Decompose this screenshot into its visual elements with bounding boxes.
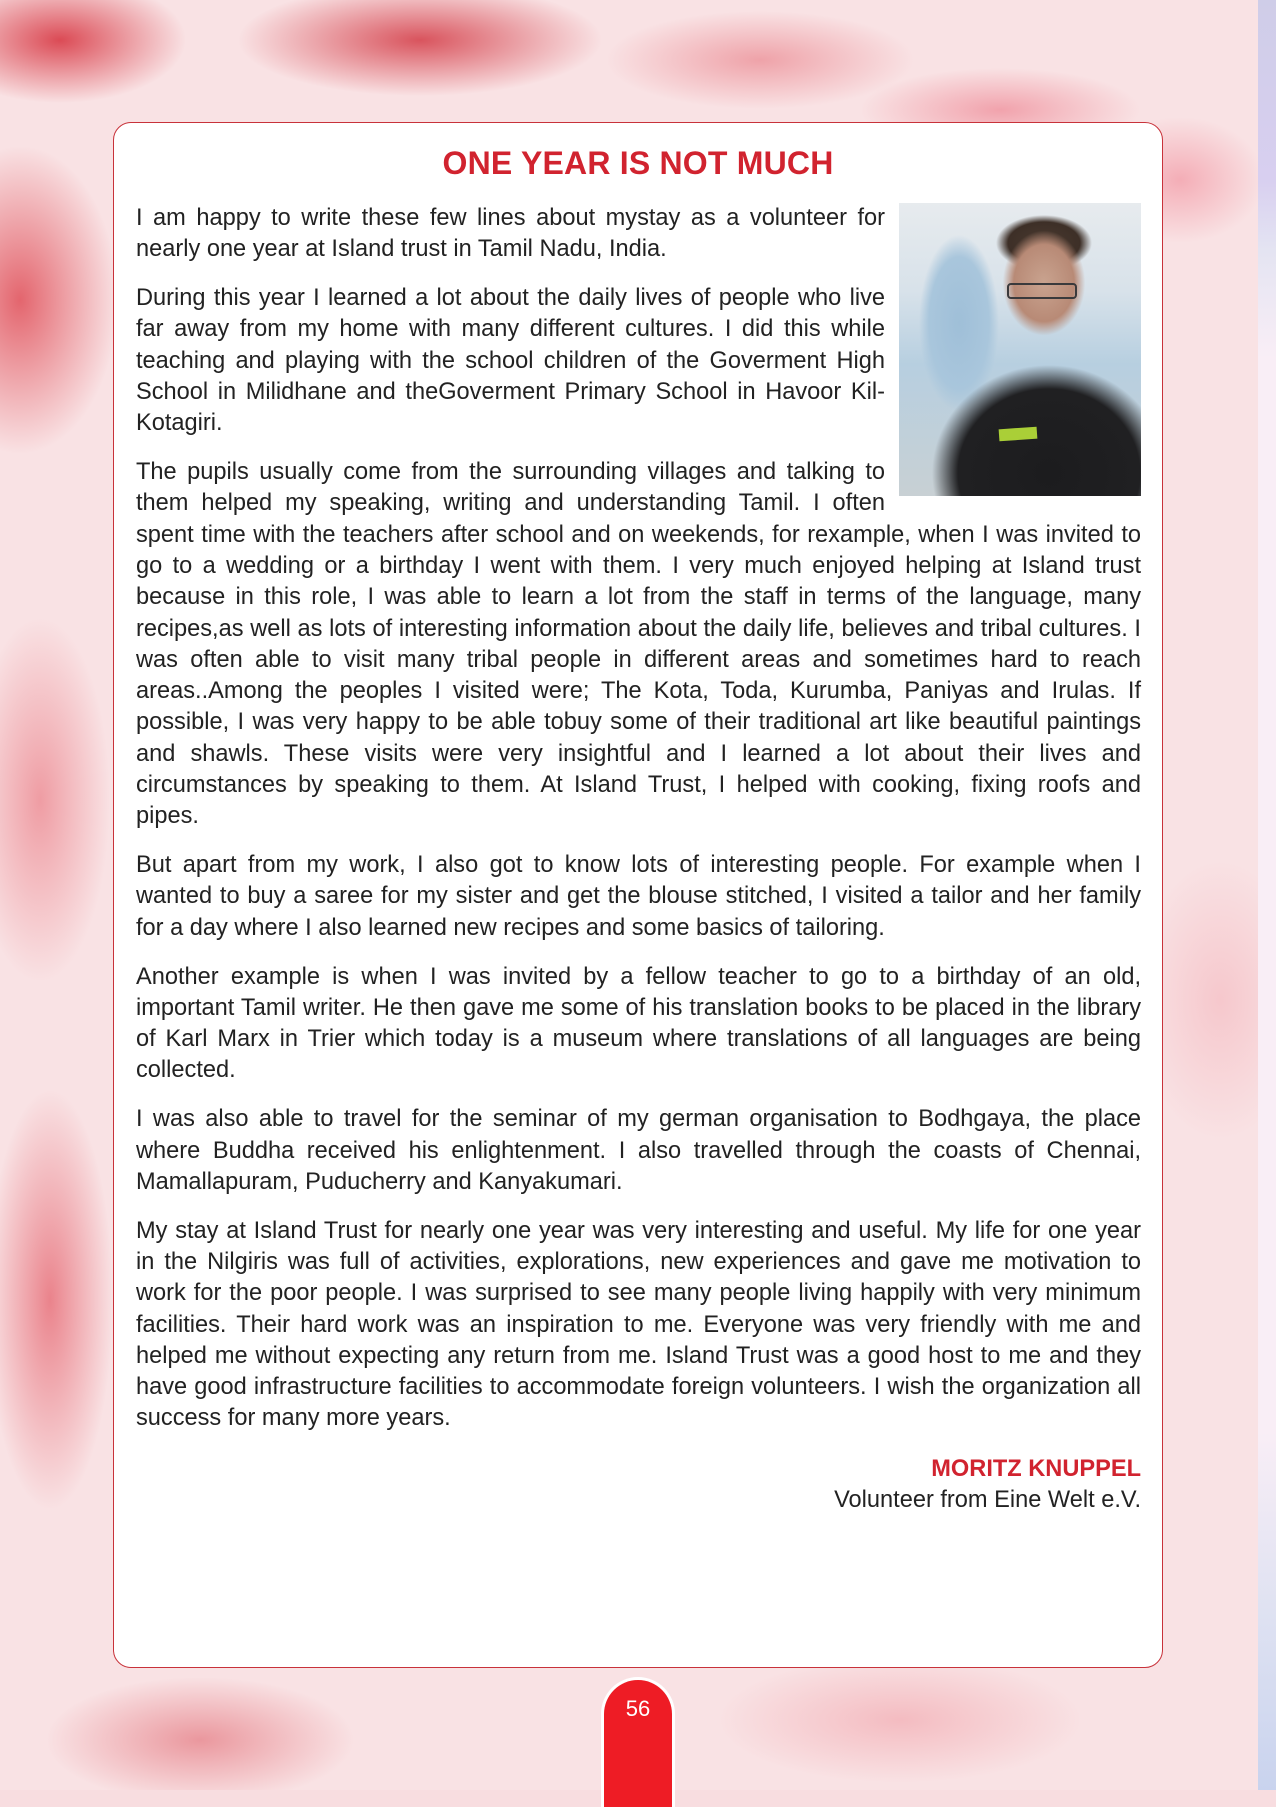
signature-block [136, 1454, 1141, 1516]
paragraph: During this year I learned a lot about the daily lives of people who live far away from my home with many different cultures. I did this while teaching and playing with the school children of the Goverment High School in Milidhane and theGoverment Primary School in Havoor Kil-Kotagiri. [136, 285, 885, 437]
page-number-badge [601, 1677, 675, 1807]
adjacent-page-edge [1258, 0, 1276, 1790]
author-name: MORITZ KNUPPEL [931, 1455, 1141, 1482]
paragraph: The pupils usually come from the surrounding villages and talking to them helped my speaking, writing and understanding Tamil. I often spent time with the teachers after school and on weekends, for rexample, when I was invited to go to a wedding or a birthday I went with them. I very much enjoyed helping at Island trust because in this role, I was able to learn a lot from the staff in terms of the language, many recipes,as well as lots of interesting information about the daily life, believes and tribal cultures. I was often able to visit many tribal people in different areas and sometimes hard to reach areas..Among the peoples I visited were; The Kota, Toda, Kurumba, Paniyas and Irulas. If possible, I was very happy to be able tobuy some of their traditional art like beautiful paintings and shawls. These visits were very insightful and I learned a lot about their lives and circumstances by speaking to them. At Island Trust, I helped with cooking, fixing roofs and pipes. [136, 459, 1141, 830]
author-role: Volunteer from Eine Welt e.V. [834, 1486, 1141, 1513]
article-body [136, 203, 1141, 1516]
paragraph: My stay at Island Trust for nearly one year was very interesting and useful. My life for one year in the Nilgiris was full of activities, explorations, new experiences and gave me motivation to work for the poor people. I was surprised to see many people living happily with very minimum facilities. Their hard work was an inspiration to me. Everyone was very friendly with me and helped me without expecting any return from me. Island Trust was a good host to me and they have good infrastructure facilities to accommodate foreign volunteers. I wish the organization all success for many more years. [136, 1217, 1141, 1432]
paragraph: I was also able to travel for the seminar of my german organisation to Bodhgaya, the place where Buddha received his enlightenment. I also travelled through the coasts of Chennai, Mamallapuram, Puducherry and Kanyakumari. [136, 1106, 1141, 1195]
paragraph: Another example is when I was invited by a fellow teacher to go to a birthday of an old, important Tamil writer. He then gave me some of his translation books to be placed in the library of Karl Marx in Trier which today is a museum where translations of all languages are being collected. [136, 963, 1141, 1084]
paragraph: I am happy to write these few lines about mystay as a volunteer for nearly one year at Island trust in Tamil Nadu, India. [136, 205, 885, 263]
volunteer-photo [899, 203, 1141, 496]
page-number: 56 [625, 1696, 651, 1721]
article-card [113, 122, 1163, 1668]
shirt-print-shape [999, 427, 1038, 442]
glasses-shape [1007, 283, 1077, 299]
paragraph: But apart from my work, I also got to know lots of interesting people. For example when I wanted to buy a saree for my sister and get the blouse stitched, I visited a tailor and her family for a day where I also learned new recipes and some basics of tailoring. [136, 852, 1141, 941]
article-title: ONE YEAR IS NOT MUCH [442, 145, 834, 181]
